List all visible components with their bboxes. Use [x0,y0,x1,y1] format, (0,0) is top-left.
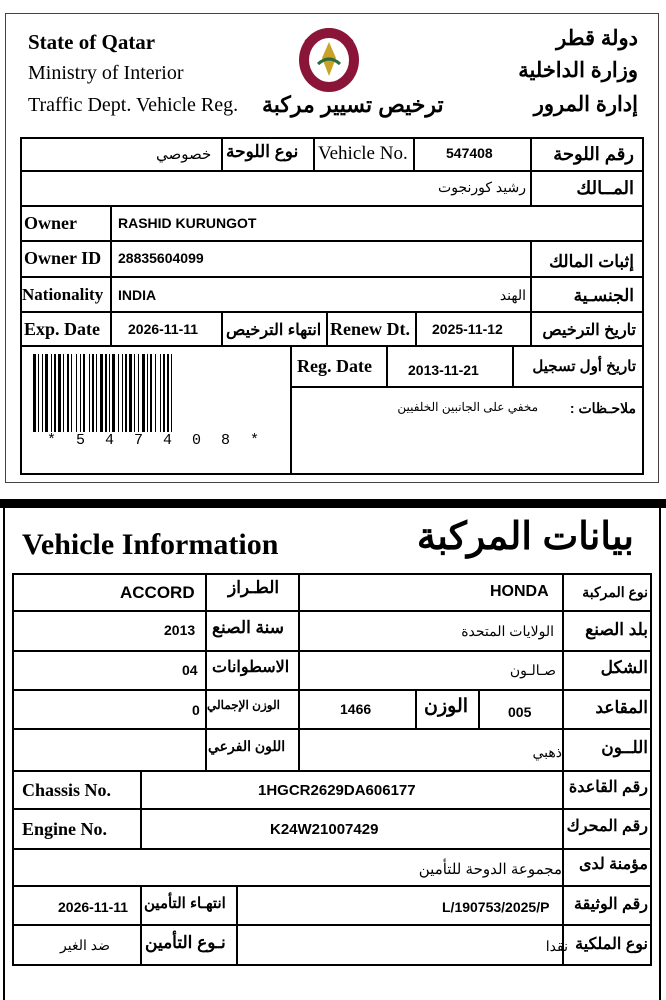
barcode-bar [109,354,110,432]
barcode-bar [71,354,72,432]
barcode-bar [150,354,152,432]
ownership-label: نوع الملكية [575,936,648,953]
ministry-seal-icon [296,18,362,94]
barcode-bar [105,354,107,432]
barcode-bar [80,354,81,432]
owner-value: RASHID KURUNGOT [118,215,257,231]
ownership-value: نقدا [545,938,568,954]
exp-label-en: Exp. Date [24,319,100,339]
barcode-bar [163,354,165,432]
notes-value-ar: مخفي على الجانبين الخلفيين [397,400,538,414]
make-value: HONDA [490,583,549,600]
barcode-bar [100,354,103,432]
barcode-bar [125,354,127,432]
engine-label-ar: رقم المحرك [566,818,648,835]
section-separator [0,499,666,508]
nationality-value: INDIA [118,287,157,303]
exp-value: 2026-11-11 [128,321,199,337]
barcode-bar [134,354,135,432]
header-title-ar: ترخيص تسيير مركبة [262,92,444,117]
color-label: اللــون [601,738,648,757]
header-state-ar: دولة قطر [556,27,638,50]
insurer-value: مجموعة الدوحة للتأمين [418,861,562,878]
barcode-digits [33,432,273,452]
barcode-bar [147,354,148,432]
barcode-digit: 5 [76,432,86,449]
shape-label: الشكل [600,658,648,677]
reg-label-en: Reg. Date [297,356,372,376]
barcode-bar [58,354,61,432]
barcode-bar [138,354,139,432]
weight-label: الوزن [424,696,469,717]
renew-label-en: Renew Dt. [330,319,410,339]
engine-label-en: Engine No. [22,819,108,839]
barcode-bar [63,354,64,432]
seats-value: 005 [508,704,532,720]
barcode-bar [118,354,119,432]
renew-label-ar: تاريخ الترخيص [542,322,636,339]
barcode-bar [112,354,115,432]
engine-value: K24W21007429 [270,821,379,838]
sub-color-label: اللون الفرعي [208,738,286,754]
barcode-bar [160,354,161,432]
owner-label-ar: المــالك [576,178,634,198]
barcode-digit: 4 [105,432,115,449]
barcode-bar [129,354,132,432]
barcode [33,354,273,432]
notes-label-ar: ملاحـظات : [569,400,636,416]
vehicle-no-value: 547408 [446,145,493,161]
barcode-digit: 0 [192,432,202,449]
barcode-bar [167,354,169,432]
gross-weight-value: 0 [192,702,200,718]
ins-exp-value: 2026-11-11 [58,899,129,915]
barcode-bar [92,354,94,432]
license-card [0,0,666,488]
policy-value: L/190753/2025/P [442,899,550,915]
color-value: ذهبي [532,744,562,760]
owner-id-value: 28835604099 [118,250,204,266]
barcode-bar [45,354,48,432]
vehicle-info-card [0,508,666,1000]
exp-label-ar: انتهاء الترخيص [226,322,322,339]
year-label: سنة الصنع [212,618,285,637]
barcode-digit: 4 [163,432,173,449]
barcode-digit: * [250,432,260,449]
header-state: State of Qatar [28,30,156,54]
owner-label-en: Owner [24,213,77,233]
nationality-label-ar: الجنسـية [573,286,634,305]
header-dept: Traffic Dept. Vehicle Reg. [28,94,239,116]
vehicle-no-label: Vehicle No. [318,143,408,164]
barcode-digit: 8 [221,432,231,449]
chassis-value: 1HGCR2629DA606177 [258,782,416,799]
barcode-bar [155,354,156,432]
ins-exp-label: انتهـاء التأمين [144,895,226,912]
owner-id-label-ar: إثبات المالك [549,252,634,271]
ins-type-label: نـوع التأمين [145,933,226,952]
renew-value: 2025-11-12 [432,321,503,337]
country-value: الولايات المتحدة [461,623,554,639]
barcode-bar [122,354,123,432]
barcode-bar [51,354,52,432]
barcode-bar [142,354,145,432]
insurer-label: مؤمنة لدى [578,856,648,873]
year-value: 2013 [164,622,196,638]
cylinders-label: الاسطوانات [212,659,290,676]
barcode-bar [171,354,172,432]
vehicle-info-title-ar: بيانات المركبة [416,516,634,558]
plate-type-label: نوع اللوحة [226,142,299,161]
model-label: الطـراز [228,578,280,597]
header-dept-ar: إدارة المرور [533,93,638,116]
vehicle-info-title: Vehicle Information [22,528,279,561]
ins-type-value: ضد الغير [60,937,110,953]
policy-label: رقم الوثيقة [573,896,648,913]
weight-value: 1466 [340,701,372,717]
owner-name-ar: رشيد كورنجوت [438,179,526,195]
barcode-bar [96,354,97,432]
plate-type-value: خصوصي [156,146,212,163]
barcode-bar [54,354,56,432]
make-label: نوع المركبة [582,584,648,600]
barcode-bar [89,354,90,432]
gross-weight-label: الوزن الإجمالي [207,698,280,712]
chassis-label-ar: رقم القاعدة [568,779,648,796]
barcode-digit: 7 [134,432,144,449]
reg-label-ar: تاريخ أول تسجيل [532,358,636,375]
seats-label: المقاعد [595,698,648,717]
header-ministry: Ministry of Interior [28,62,184,84]
nationality-value-ar: الهند [499,287,526,303]
barcode-bar [67,354,69,432]
barcode-digit: * [47,432,57,449]
plate-no-label: رقم اللوحة [553,144,634,164]
barcode-bar [33,354,36,432]
barcode-bar [83,354,85,432]
owner-id-label-en: Owner ID [24,248,102,268]
chassis-label-en: Chassis No. [22,780,112,800]
barcode-bar [42,354,43,432]
shape-value: صـالـون [509,662,556,678]
barcode-bar [76,354,77,432]
model-value: ACCORD [120,583,195,602]
cylinders-value: 04 [182,662,198,678]
header-ministry-ar: وزارة الداخلية [518,59,638,82]
reg-value: 2013-11-21 [408,362,479,378]
country-label: بلد الصنع [585,620,648,639]
nationality-label-en: Nationality [22,285,104,304]
barcode-bar [38,354,39,432]
